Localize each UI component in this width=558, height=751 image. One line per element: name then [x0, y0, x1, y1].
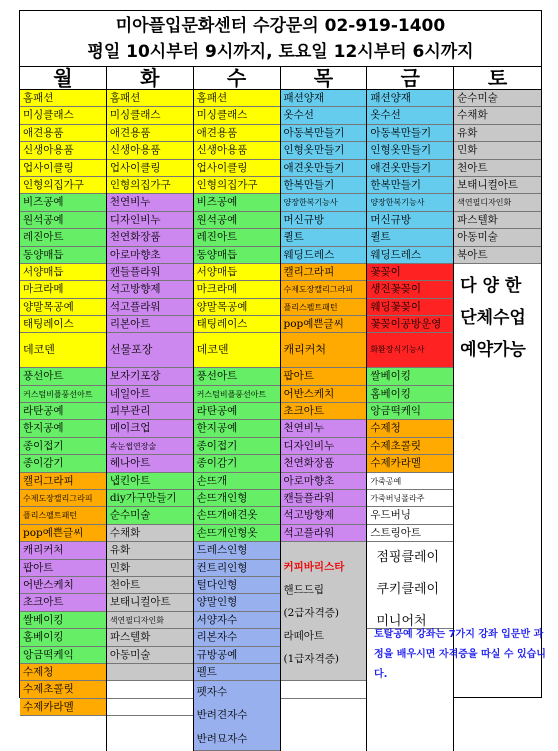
class-cell: 캔들플라워: [281, 490, 367, 507]
class-cell: 인형의집가구: [107, 177, 193, 194]
class-cell: 종이접기: [20, 438, 106, 455]
class-cell: 홈패션: [20, 90, 106, 107]
class-cell: 생전꽃꽂이: [367, 281, 453, 298]
class-cell: 양말목공예: [20, 299, 106, 316]
class-cell: 쿠키클레이: [376, 582, 440, 598]
class-cell: 캘리그라피: [281, 264, 367, 281]
class-cell: 한복만들기: [281, 177, 367, 194]
class-cell: 앙금떡케익: [367, 403, 453, 420]
day-tue: 화: [107, 67, 194, 89]
col-tue: [107, 90, 194, 751]
class-cell: 천연화장품: [281, 455, 367, 472]
class-cell: 보자기포장: [107, 368, 193, 385]
schedule-sheet: [19, 10, 546, 745]
class-cell: 한지공예: [20, 420, 106, 437]
class-cell: 헤나아트: [107, 455, 193, 472]
class-cell: 드레스인형: [194, 542, 280, 559]
class-cell: 순수미술: [454, 90, 541, 107]
class-cell: 석고플라워: [107, 299, 193, 316]
class-cell: 손뜨개: [194, 473, 280, 490]
embroidery-block: [194, 681, 280, 751]
class-cell: 파스텔화: [107, 629, 193, 646]
class-cell: 수제도장캘리그라피: [20, 490, 106, 507]
class-cell: 인형의집가구: [194, 177, 280, 194]
class-cell: 민화: [107, 560, 193, 577]
col-thu: [281, 90, 368, 751]
class-cell: 반려묘자수: [196, 732, 248, 745]
class-cell: 데코덴: [20, 333, 106, 368]
group-note-line: 다 양 한: [460, 275, 522, 296]
class-cell: 속눈썹연장술: [107, 438, 193, 455]
class-cell: 유화: [107, 542, 193, 559]
class-cell: 태팅레이스: [194, 316, 280, 333]
class-cell: 풍선아트: [20, 368, 106, 385]
class-cell: 색연필디자인화: [107, 612, 193, 629]
class-cell: 팝아트: [20, 560, 106, 577]
class-cell: 신생아용품: [107, 142, 193, 159]
class-cell: 미싱클래스: [20, 107, 106, 124]
class-cell: 홈베이킹: [20, 629, 106, 646]
class-cell: 화환장식기능사: [367, 333, 453, 368]
class-cell: 웨딩드레스: [281, 247, 367, 264]
clay-block: [367, 542, 453, 629]
empty-cell: [107, 681, 193, 698]
class-cell: 레진아트: [20, 229, 106, 246]
class-cell: 핸드드립: [283, 584, 325, 597]
class-cell: 홈패션: [107, 90, 193, 107]
class-cell: 반려견자수: [196, 709, 248, 722]
class-cell: 데코덴: [194, 333, 280, 368]
class-cell: 수제청: [20, 664, 106, 681]
class-cell: 플리스펠트패턴: [20, 507, 106, 524]
col-mon: [20, 90, 107, 751]
class-cell: 풍선아트: [194, 368, 280, 385]
class-cell: 천아트: [107, 577, 193, 594]
class-cell: 업사이클링: [20, 160, 106, 177]
class-cell: 팝아트: [281, 368, 367, 385]
class-cell: 패션양재: [281, 90, 367, 107]
class-cell: 앙금떡케익: [20, 647, 106, 664]
class-cell: 아동복만들기: [367, 125, 453, 142]
class-cell: 민화: [454, 142, 541, 159]
class-cell: 캐리커처: [20, 542, 106, 559]
class-cell: 아동미술: [454, 229, 541, 246]
class-cell: 신생아용품: [20, 142, 106, 159]
class-cell: 옷수선: [367, 107, 453, 124]
class-cell: 종이감기: [20, 455, 106, 472]
class-cell: 네일아트: [107, 386, 193, 403]
class-cell: 캘리그라피: [20, 473, 106, 490]
class-cell: 손뜨개인형옷: [194, 525, 280, 542]
class-cell: 비즈공예: [20, 194, 106, 211]
class-cell: 석고방향제: [281, 507, 367, 524]
class-cell: 디자인비누: [281, 438, 367, 455]
class-cell: 초크아트: [20, 594, 106, 611]
center-contact-line: 미아플입문화센터 수강문의 02-919-1400: [115, 16, 446, 36]
class-cell: 석고방향제: [107, 281, 193, 298]
class-cell: 동양매듭: [194, 247, 280, 264]
class-cell: 커스텀비플풍선아트: [20, 386, 106, 403]
header: [20, 11, 541, 67]
class-cell: 색연필디자인화: [454, 194, 541, 211]
class-cell: 인형옷만들기: [367, 142, 453, 159]
class-cell: 천연비누: [281, 420, 367, 437]
hours-line: 평일 10시부터 9시까지, 토요일 12시부터 6시까지: [87, 42, 474, 62]
class-cell: 옷수선: [281, 107, 367, 124]
class-cell: 수제청: [367, 420, 453, 437]
empty-cell: [107, 664, 193, 681]
class-cell: 웨딩꽃꽂이: [367, 299, 453, 316]
class-cell: 라떼아트: [283, 630, 325, 643]
class-cell: 비즈공예: [194, 194, 280, 211]
class-cell: 홈베이킹: [367, 386, 453, 403]
class-cell: 서양매듭: [20, 264, 106, 281]
class-cell: 미싱클래스: [107, 107, 193, 124]
class-cell: 캐리커처: [281, 333, 367, 368]
day-sat: 토: [487, 66, 508, 90]
class-cell: 웨딩드레스: [367, 247, 453, 264]
class-cell: 규방공예: [194, 647, 280, 664]
class-cell: 수채화: [107, 525, 193, 542]
class-cell: 아로마향초: [107, 247, 193, 264]
group-note-line: 단체수업: [460, 307, 526, 328]
class-cell: 미니어처: [376, 614, 427, 630]
class-cell: 태팅레이스: [20, 316, 106, 333]
class-cell: 피부관리: [107, 403, 193, 420]
class-cell: diy가구만들기: [107, 490, 193, 507]
class-cell: (2급자격증): [283, 607, 339, 620]
class-cell: 수제초콜릿: [367, 438, 453, 455]
class-cell: 보태니컬아트: [454, 177, 541, 194]
class-cell: 수제카라멜: [367, 455, 453, 472]
class-cell: 천아트: [454, 160, 541, 177]
class-cell: 종이감기: [194, 455, 280, 472]
class-cell: 보태니컬아트: [107, 594, 193, 611]
class-cell: 플리스펠트패턴: [281, 299, 367, 316]
class-cell: 캔들플라워: [107, 264, 193, 281]
class-cell: 양말인형: [194, 594, 280, 611]
class-cell: 쌀베이킹: [367, 368, 453, 385]
col-wed: [194, 90, 281, 751]
class-cell: pop예쁜글씨: [20, 525, 106, 542]
day-mon: 월: [20, 67, 107, 89]
class-grid: [20, 90, 541, 745]
class-cell: 애견용품: [20, 125, 106, 142]
class-cell: 손뜨개애견옷: [194, 507, 280, 524]
class-cell: 종이접기: [194, 438, 280, 455]
class-cell: 석고플라워: [281, 525, 367, 542]
class-cell: 디자인비누: [107, 212, 193, 229]
class-cell: 양말목공예: [194, 299, 280, 316]
class-cell: 북아트: [454, 247, 541, 264]
class-cell: 인형옷만들기: [281, 142, 367, 159]
class-cell: 머신규방: [367, 212, 453, 229]
class-cell: 인형의집가구: [20, 177, 106, 194]
class-cell: 아동복만들기: [281, 125, 367, 142]
class-cell: 털다인형: [194, 577, 280, 594]
class-cell: 꽃꽂이공방운영: [367, 316, 453, 333]
class-cell: 수제초콜릿: [20, 681, 106, 698]
class-cell: 어반스케치: [281, 386, 367, 403]
class-cell: 한지공예: [194, 420, 280, 437]
class-cell: 리본아트: [107, 316, 193, 333]
class-cell: 홈패션: [194, 90, 280, 107]
class-cell: 마크라메: [194, 281, 280, 298]
day-header-row: [20, 67, 541, 90]
class-cell: 커스텀비플풍선아트: [194, 386, 280, 403]
class-cell: 쌀베이킹: [20, 612, 106, 629]
class-cell: 원석공예: [20, 212, 106, 229]
class-cell: 애견용품: [194, 125, 280, 142]
class-cell: 퀼트: [281, 229, 367, 246]
class-cell: 수제카라멜: [20, 699, 106, 716]
class-cell: 유화: [454, 125, 541, 142]
class-cell: 패션양재: [367, 90, 453, 107]
class-cell: 파스텔화: [454, 212, 541, 229]
class-cell: (1급자격증): [283, 653, 339, 666]
empty-cell: [107, 699, 193, 716]
class-cell: 양장한복기능사: [367, 194, 453, 211]
class-cell: 원석공예: [194, 212, 280, 229]
class-cell: 애견용품: [107, 125, 193, 142]
class-cell: 신생아용품: [194, 142, 280, 159]
class-cell: 애견옷만들기: [281, 160, 367, 177]
class-cell: 메이크업: [107, 420, 193, 437]
class-cell: 선물포장: [107, 333, 193, 368]
class-cell: 머신규방: [281, 212, 367, 229]
class-cell: pop예쁜글씨: [281, 316, 367, 333]
class-cell: 우드버닝: [367, 507, 453, 524]
class-cell: 어반스케치: [20, 577, 106, 594]
class-cell: 아로마향초: [281, 473, 367, 490]
day-wed: 수: [194, 67, 281, 89]
class-cell: 퀼트: [367, 229, 453, 246]
class-cell: 라탄공예: [194, 403, 280, 420]
class-cell: 천연비누: [107, 194, 193, 211]
class-cell: 가죽버닝폴라주: [367, 490, 453, 507]
group-note-line: 예약가능: [460, 339, 526, 360]
class-cell: 펠트: [194, 664, 280, 681]
class-cell: 라탄공예: [20, 403, 106, 420]
class-cell: 서양매듭: [194, 264, 280, 281]
class-cell: 가죽공예: [367, 473, 453, 490]
certificate-note: 토탈공예 강좌는 7가지 강좌 입문반 과정을 배우시면 자격증을 따실 수 있습니다.: [374, 629, 546, 680]
class-cell: 수제도장캘리그라피: [281, 281, 367, 298]
class-cell: 냅킨아트: [107, 473, 193, 490]
class-cell: 리본자수: [194, 629, 280, 646]
class-cell: 업사이클링: [107, 160, 193, 177]
class-cell: 초크아트: [281, 403, 367, 420]
class-cell: 수채화: [454, 107, 541, 124]
class-cell: 애견옷만들기: [367, 160, 453, 177]
class-cell: 꽃꽂이: [367, 264, 453, 281]
empty-cell: [281, 681, 367, 698]
class-cell: 아동미술: [107, 647, 193, 664]
class-cell: 점핑클레이: [376, 550, 440, 566]
group-class-note: [454, 264, 541, 360]
class-cell: 손뜨개인형: [194, 490, 280, 507]
class-cell: 미싱클래스: [194, 107, 280, 124]
coffee-barista-title: 커피바리스타: [283, 561, 345, 574]
day-thu: 목: [281, 67, 368, 89]
class-cell: 스트링아트: [367, 525, 453, 542]
class-cell: 마크라메: [20, 281, 106, 298]
day-fri: 금: [367, 67, 454, 89]
class-cell: 컨트리인형: [194, 560, 280, 577]
class-cell: 업사이클링: [194, 160, 280, 177]
class-cell: 펫자수: [196, 686, 228, 699]
class-cell: 레진아트: [194, 229, 280, 246]
class-cell: 천연화장품: [107, 229, 193, 246]
class-cell: 서양자수: [194, 612, 280, 629]
class-cell: 동양매듭: [20, 247, 106, 264]
class-cell: 양장한복기능사: [281, 194, 367, 211]
class-cell: 순수미술: [107, 507, 193, 524]
coffee-block: [281, 542, 367, 681]
class-cell: 한복만들기: [367, 177, 453, 194]
